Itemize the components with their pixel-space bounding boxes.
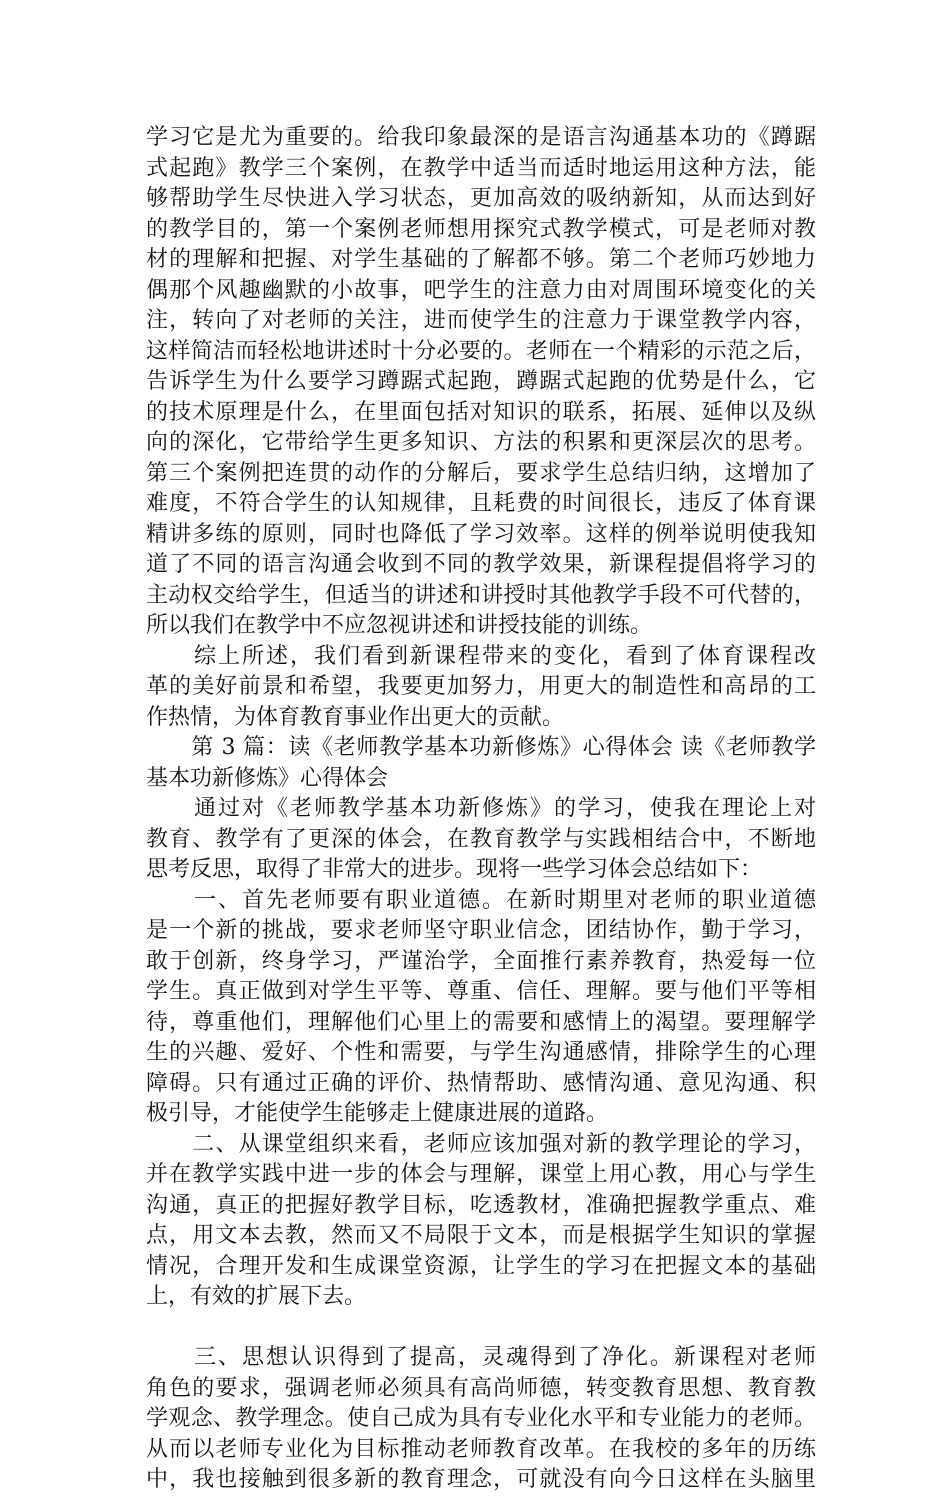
text-line: 生的兴趣、爱好、个性和需要，与学生沟通感情，排除学生的心理 [146,1040,816,1065]
text-line: 革的美好前景和希望，我要更加努力，用更大的制造性和高昂的工 [146,674,816,699]
text-line: 点，用文本去教，然而又不局限于文本，而是根据学生知识的掌握 [146,1223,816,1248]
text-line: 教育、教学有了更深的体会，在教育教学与实践相结合中，不断地 [146,826,816,852]
text-line: 从而以老师专业化为目标推动老师教育改革。在我校的多年的历练 [146,1436,816,1462]
text-line: 精讲多练的原则，同时也降低了学习效率。这样的例举说明使我知 [146,521,816,547]
text-line: 所以我们在教学中不应忽视讲述和讲授技能的训练。 [146,613,653,638]
text-line: 基本功新修炼》心得体会 [146,765,389,791]
text-line [146,1313,816,1344]
text-line: 注，转向了对老师的关注，进而使学生的注意力于课堂教学内容， [146,308,816,333]
text-line: 上，有效的扩展下去。 [146,1284,367,1309]
text-line: 角色的要求，强调老师必须具有高尚师德，转变教育思想、教育教 [146,1375,816,1401]
text-line: 是一个新的挑战，要求老师坚守职业信念，团结协作，勤于学习， [146,918,816,943]
text-line: 学习它是尤为重要的。给我印象最深的是语言沟通基本功的《蹲踞 [146,125,816,150]
text-line: 主动权交给学生，但适当的讲述和讲授时其他教学手段不可代替的， [146,582,816,608]
text-line: 障碍。只有通过正确的评价、热情帮助、感情沟通、意见沟通、积 [146,1070,816,1096]
text-line: 二、从课堂组织来看，老师应该加强对新的教学理论的学习， [146,1131,816,1157]
text-line: 告诉学生为什么要学习蹲踞式起跑，蹲踞式起跑的优势是什么，它 [146,369,816,394]
text-line: 的教学目的，第一个案例老师想用探究式教学模式，可是老师对教 [146,216,816,242]
text-line: 待，尊重他们，理解他们心里上的需要和感情上的渴望。要理解学 [146,1009,816,1035]
text-line: 三、思想认识得到了提高，灵魂得到了净化。新课程对老师 [146,1345,816,1370]
text-line: 一、首先老师要有职业道德。在新时期里对老师的职业道德 [146,887,816,913]
text-line: 极引导，才能使学生能够走上健康进展的道路。 [146,1101,609,1126]
text-line: 难度，不符合学生的认知规律，且耗费的时间很长，违反了体育课 [146,491,816,516]
text-line: 式起跑》教学三个案例，在教学中适当而适时地运用这种方法，能 [146,155,816,181]
text-line: 综上所述，我们看到新课程带来的变化，看到了体育课程改 [146,643,816,669]
text-line: 中，我也接触到很多新的教育理念，可就没有向今日这样在头脑里 [146,1467,816,1492]
text-line: 作热情，为体育教育事业作出更大的贡献。 [146,704,565,730]
text-line: 通过对《老师教学基本功新修炼》的学习，使我在理论上对 [146,796,816,821]
text-line: 思考反思，取得了非常大的进步。现将一些学习体会总结如下： [146,857,763,882]
text-line: 沟通，真正的把握好教学目标，吃透教材，准确把握教学重点、难 [146,1192,816,1218]
text-line: 材的理解和把握、对学生基础的了解都不够。第二个老师巧妙地力 [146,247,816,272]
body-text [146,123,816,1496]
text-line: 这样简洁而轻松地讲述时十分必要的。老师在一个精彩的示范之后， [146,338,816,364]
text-line: 敢于创新，终身学习，严谨治学，全面推行素养教育，热爱每一位 [146,948,816,974]
text-line: 情况，合理开发和生成课堂资源，让学生的学习在把握文本的基础 [146,1253,816,1279]
text-line: 第三个案例把连贯的动作的分解后，要求学生总结归纳，这增加了 [146,460,816,486]
text-line: 够帮助学生尽快进入学习状态，更加高效的吸纳新知，从而达到好 [146,186,816,211]
text-line: 道了不同的语言沟通会收到不同的教学效果，新课程提倡将学习的 [146,552,816,577]
text-line: 第 3 篇：读《老师教学基本功新修炼》心得体会 读《老师教学 [146,735,816,760]
text-line: 学观念、教学理念。使自己成为具有专业化水平和专业能力的老师。 [146,1406,816,1431]
text-line: 向的深化，它带给学生更多知识、方法的积累和更深层次的思考。 [146,430,816,455]
text-line: 学生。真正做到对学生平等、尊重、信任、理解。要与他们平等相 [146,979,816,1004]
text-line: 并在教学实践中进一步的体会与理解，课堂上用心教，用心与学生 [146,1162,816,1187]
text-line: 的技术原理是什么，在里面包括对知识的联系，拓展、延伸以及纵 [146,399,816,425]
text-line: 偶那个风趣幽默的小故事，吧学生的注意力由对周围环境变化的关 [146,277,816,303]
